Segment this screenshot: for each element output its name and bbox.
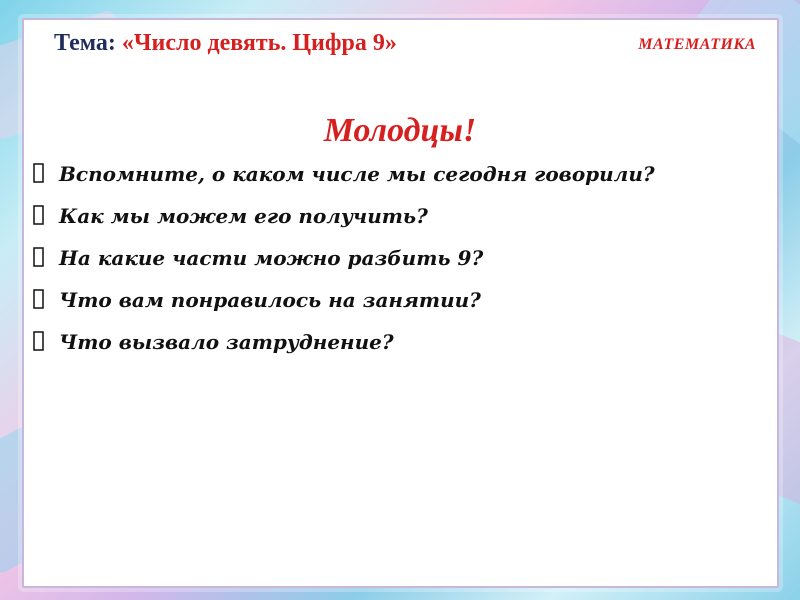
- list-item: [33, 286, 768, 322]
- question-text: Что вам понравилось на занятии?: [59, 288, 481, 312]
- question-text: Вспомните, о каком числе мы сегодня говорили?: [59, 162, 655, 186]
- question-text: Что вызвало затруднение?: [59, 330, 394, 354]
- bullet-icon: [33, 328, 59, 354]
- headline: Молодцы!: [323, 112, 477, 149]
- list-item: [33, 244, 768, 280]
- list-item: [33, 202, 768, 238]
- question-text: Как мы можем его получить?: [59, 204, 428, 228]
- bullet-icon: [33, 202, 59, 228]
- bullet-icon: [33, 286, 59, 312]
- subject-label: МАТЕМАТИКА: [638, 36, 756, 53]
- list-item: [33, 328, 768, 364]
- list-item: [33, 160, 768, 196]
- topic-quote: «Число девять. Цифра 9»: [121, 30, 397, 56]
- bullet-icon: [33, 160, 59, 186]
- topic-title: [54, 30, 397, 57]
- topic-prefix: Тема:: [54, 30, 122, 56]
- watermark: http://edu-teacher.ru.com: [36, 574, 148, 585]
- question-text: На какие части можно разбить 9?: [59, 246, 484, 270]
- question-list: [33, 160, 768, 364]
- bullet-icon: [33, 244, 59, 270]
